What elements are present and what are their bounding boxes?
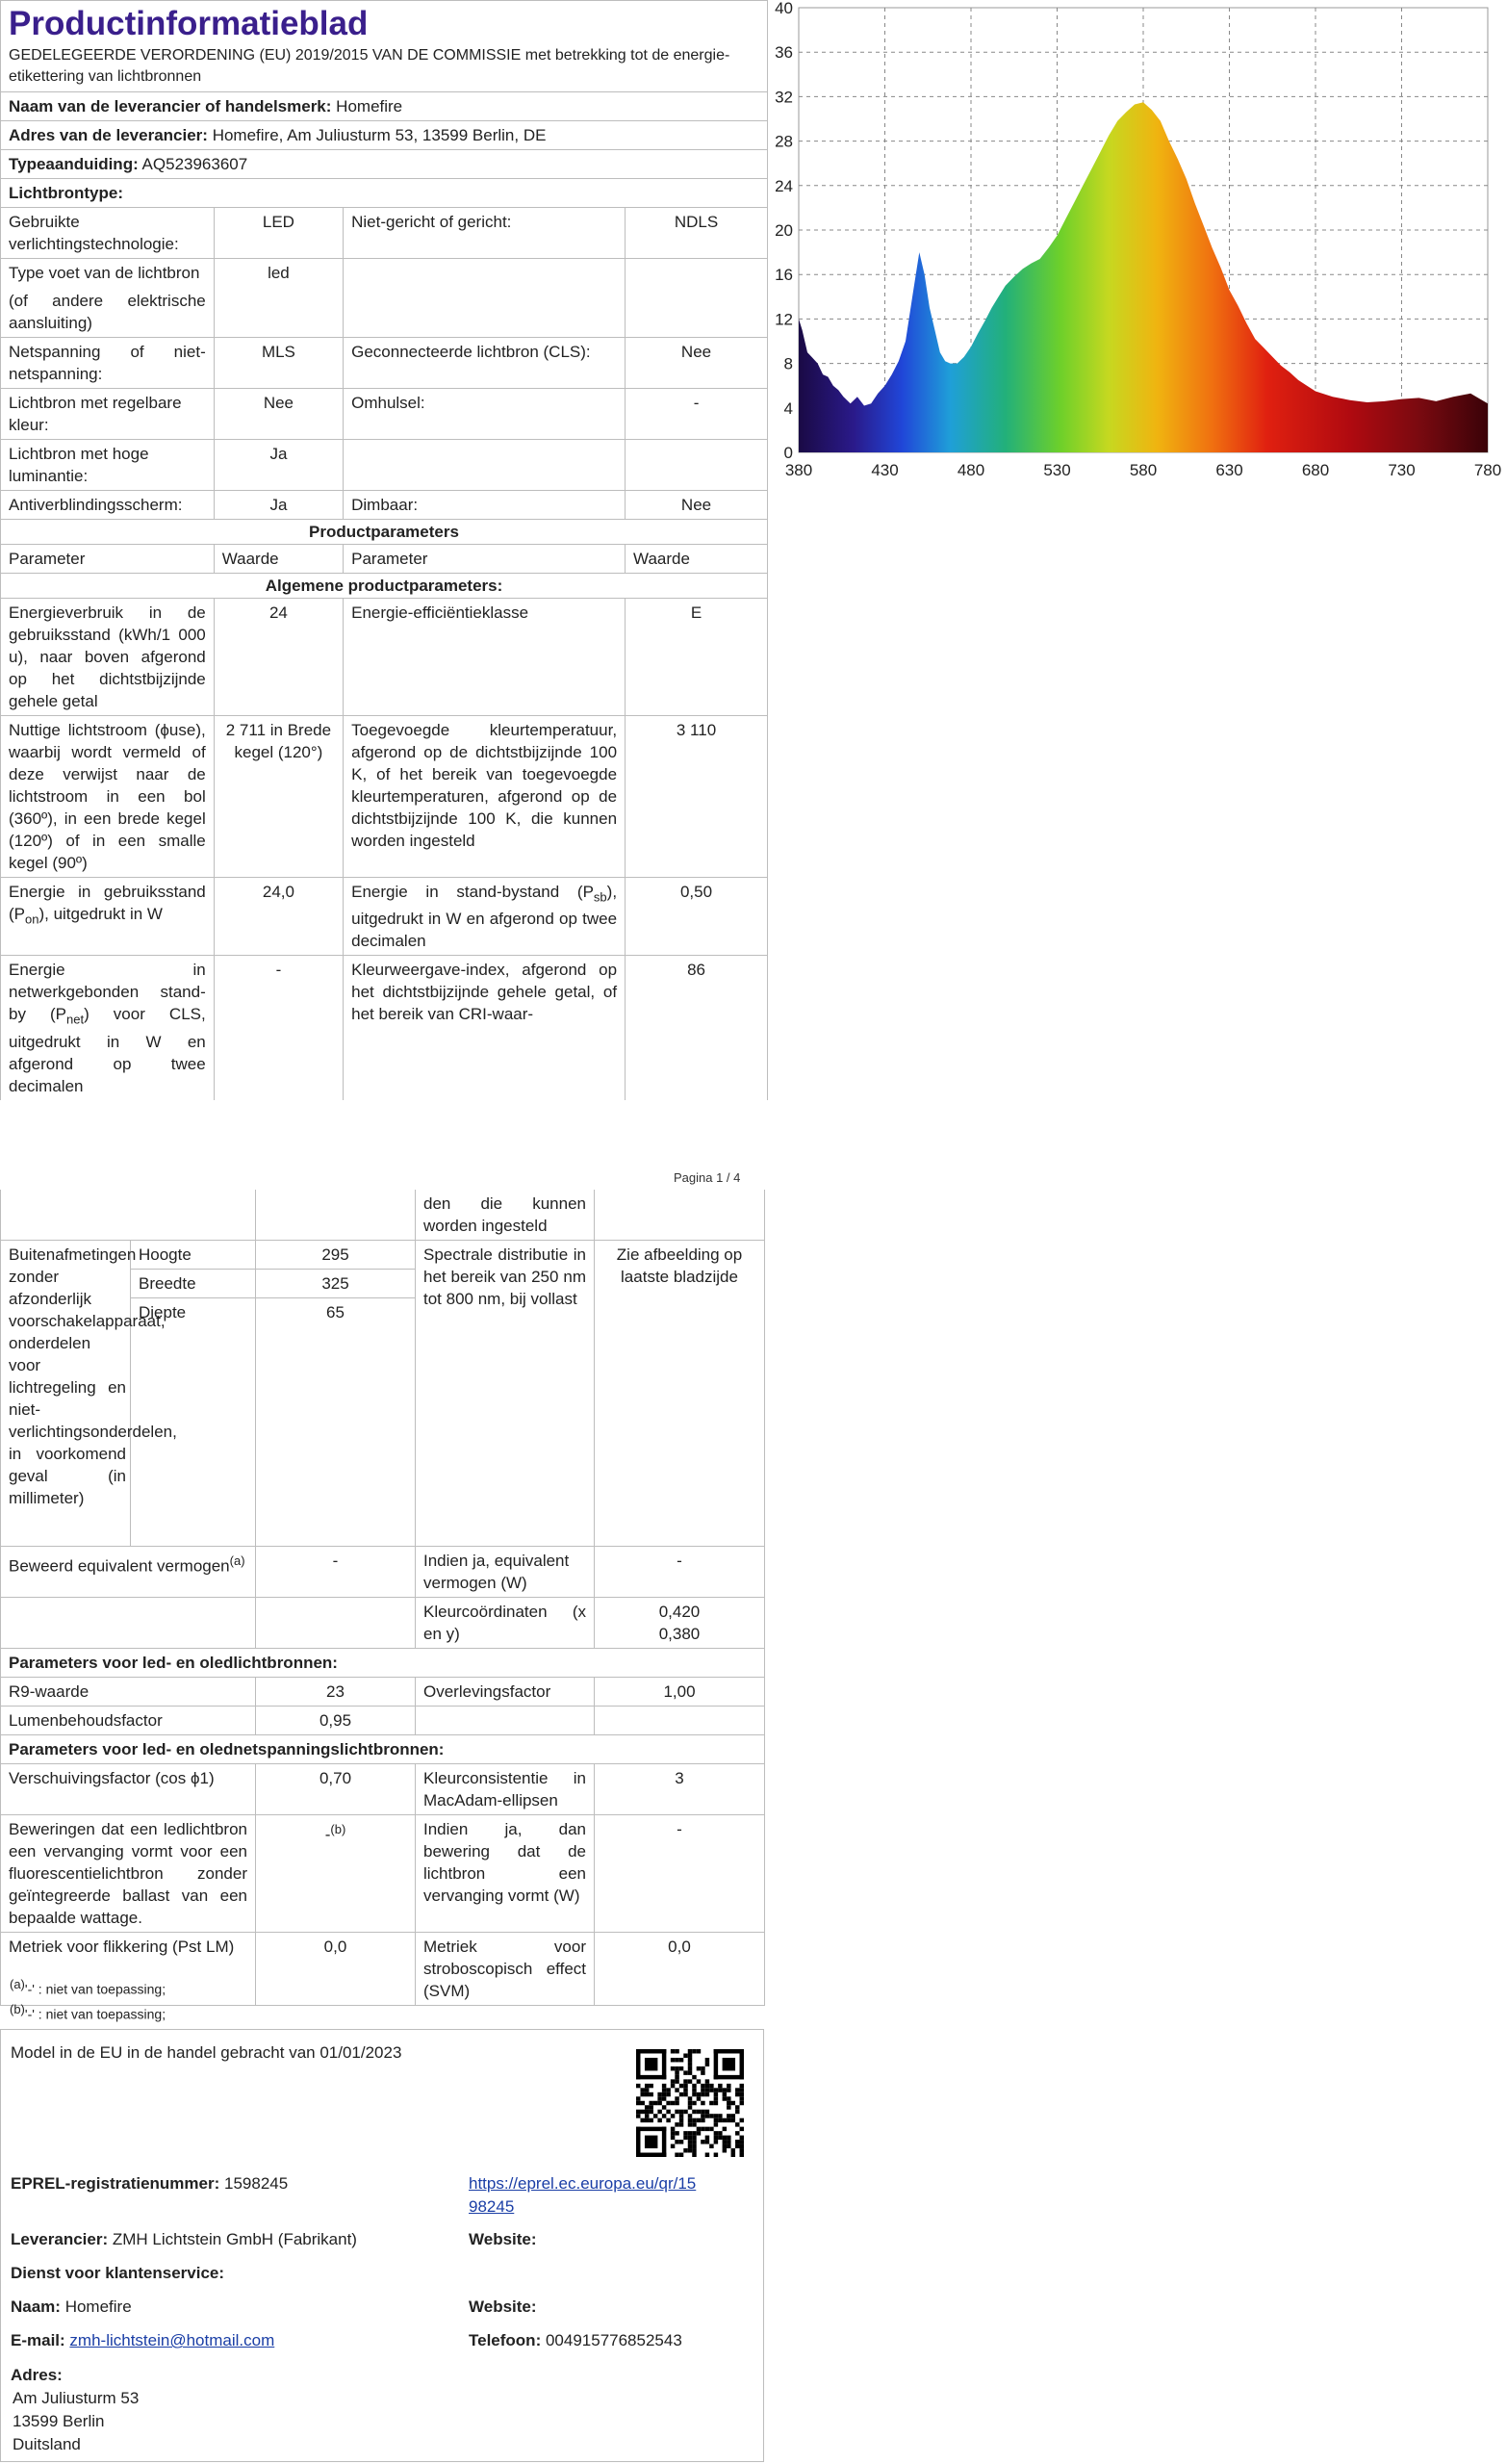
product-info-box: [0, 2029, 764, 2462]
qr-code[interactable]: [636, 2049, 744, 2157]
cri-value: 86: [626, 956, 768, 1100]
flicker-label: Metriek voor flikkering (Pst LM): [1, 1933, 256, 2006]
supplier-row: Leverancier: ZMH Lichtstein GmbH (Fabrikant): [11, 2230, 357, 2248]
lumen-maintenance-value: 0,95: [256, 1707, 416, 1735]
svm-value: 0,0: [595, 1933, 765, 2006]
svm-label: Metriek voor stroboscopisch effect (SVM): [416, 1933, 595, 2006]
cct-value: 3 110: [626, 716, 768, 878]
x-tick-label: 780: [1473, 461, 1502, 479]
x-tick-label: 530: [1043, 461, 1071, 479]
col-parameter-1: Parameter: [1, 545, 215, 574]
tunable-value: Nee: [214, 389, 343, 440]
col-value-1: Waarde: [214, 545, 343, 574]
standby-power-label: Energie in stand-bystand $(P_{sb})$, uitgedrukt in W en afgerond op twee decimalen: [344, 878, 626, 956]
luminous-flux-value: 2 711 in Brede kegel (120°): [214, 716, 343, 878]
product-info-table-page2: [0, 1190, 765, 2006]
footnote-b: $^{(b)}$'-' : niet van toepassing;: [10, 2002, 166, 2022]
model-id-label: Typeaanduiding:: [9, 155, 139, 173]
lighting-tech-label: Gebruikte verlichtingstechnologie:: [1, 208, 215, 259]
cls-value: Nee: [626, 338, 768, 389]
directional-label: Niet-gericht of gericht:: [344, 208, 626, 259]
tunable-label: Lichtbron met regelbare kleur:: [1, 389, 215, 440]
envelope-label: Omhulsel:: [344, 389, 626, 440]
displacement-factor-label: Verschuivingsfactor (cos ϕ1): [1, 1764, 256, 1815]
survival-factor-value: 1,00: [595, 1678, 765, 1707]
email-row: E-mail: zmh-lichtstein@hotmail.com: [11, 2331, 275, 2349]
cct-label: Toegevoegde kleurtemperatuur, afgerond op de dichtstbijzijnde 100 K, of het bereik van toegevoegde kleurtemperaturen, afgerond op de dichtstbijzijnde 100 K, die kunnen worden ingesteld: [344, 716, 626, 878]
regulation-subtitle: GEDELEGEERDE VERORDENING (EU) 2019/2015 VAN DE COMMISSIE met betrekking tot de energie-etikettering van lichtbronnen: [9, 47, 730, 85]
mains-parameters-heading: Parameters voor led- en olednetspanningslichtbronnen:: [1, 1735, 765, 1764]
spectral-distribution-value: Zie afbeelding op laatste bladzijde: [595, 1241, 765, 1547]
website-label: Website:: [469, 2230, 537, 2248]
address-lines: Am Juliusturm 53 13599 Berlin Duitsland: [13, 2389, 140, 2453]
x-tick-label: 430: [871, 461, 899, 479]
energy-class-value: E: [626, 599, 768, 716]
energy-consumption-label: Energieverbruik in de gebruiksstand (kWh/1 000 u), naar boven afgerond op het dichtstbijzijnde gehele getal: [1, 599, 215, 716]
replacement-claim-label: Beweringen dat een ledlichtbron een vervanging vormt voor een fluorescentielichtbron zonder geïntegreerde ballast van een bepaalde wattage.: [1, 1815, 256, 1933]
col-value-2: Waarde: [626, 545, 768, 574]
claimed-equivalent-value: -: [256, 1547, 416, 1598]
y-tick-label: 16: [775, 266, 793, 285]
eprel-link[interactable]: https://eprel.ec.europa.eu/qr/15 98245: [469, 2174, 697, 2216]
high-luminance-value: Ja: [214, 440, 343, 491]
cls-label: Geconnecteerde lichtbron (CLS):: [344, 338, 626, 389]
led-parameters-heading: Parameters voor led- en oledlichtbronnen:: [1, 1649, 765, 1678]
y-tick-label: 40: [775, 0, 793, 17]
lumen-maintenance-label: Lumenbehoudsfactor: [1, 1707, 256, 1735]
y-tick-label: 0: [783, 444, 793, 462]
depth-value: 65: [256, 1298, 416, 1547]
on-mode-power-label: Energie in gebruiksstand $(P_{on})$, uitgedrukt in W: [1, 878, 215, 956]
flicker-value: 0,0: [256, 1933, 416, 2006]
dimmable-value: Nee: [626, 491, 768, 520]
width-label: Breedte: [131, 1270, 256, 1298]
supplier-address-label: Adres van de leverancier:: [9, 126, 208, 144]
mains-value: MLS: [214, 338, 343, 389]
product-info-table-page1: [0, 0, 768, 1100]
market-date-text: Model in de EU in de handel gebracht van 01/01/2023: [11, 2043, 402, 2062]
equivalent-power-label: Indien ja, equivalent vermogen (W): [416, 1547, 595, 1598]
light-source-type-label: Lichtbrontype:: [9, 184, 123, 202]
energy-class-label: Energie-efficiëntieklasse: [344, 599, 626, 716]
energy-consumption-value: 24: [214, 599, 343, 716]
email-link[interactable]: zmh-lichtstein@hotmail.com: [69, 2331, 275, 2349]
mains-label: Netspanning of niet-netspanning:: [1, 338, 215, 389]
lighting-tech-value: LED: [214, 208, 343, 259]
spectral-distribution-chart: [751, 0, 1507, 481]
envelope-value: -: [626, 389, 768, 440]
cap-type-value: led: [214, 259, 343, 338]
y-tick-label: 36: [775, 43, 793, 63]
dimmable-label: Dimbaar:: [344, 491, 626, 520]
x-tick-label: 480: [957, 461, 985, 479]
y-tick-label: 24: [775, 176, 793, 195]
standby-power-value: 0,50: [626, 878, 768, 956]
height-value: 295: [256, 1241, 416, 1270]
r9-value: 23: [256, 1678, 416, 1707]
x-tick-label: 380: [784, 461, 813, 479]
height-label: Hoogte: [131, 1241, 256, 1270]
replacement-claim-value: -$^{(b)}$: [256, 1815, 416, 1933]
product-parameters-heading: Productparameters: [1, 520, 768, 545]
depth-label: Diepte: [131, 1298, 256, 1547]
footnote-a: $^{(a)}$'-' : niet van toepassing;: [10, 1977, 166, 1997]
supplier-address-value: Homefire, Am Juliusturm 53, 13599 Berlin, DE: [212, 126, 547, 144]
page-title: Productinformatieblad: [9, 5, 369, 42]
service-name-row: Naam: Homefire: [11, 2297, 132, 2316]
cri-label-continued: den die kunnen worden ingesteld: [416, 1190, 595, 1241]
model-id-value: AQ523963607: [141, 155, 248, 173]
chromaticity-value: 0,420 0,380: [595, 1598, 765, 1649]
r9-label: R9-waarde: [1, 1678, 256, 1707]
x-tick-label: 680: [1301, 461, 1330, 479]
supplier-name-label: Naam van de leverancier of handelsmerk:: [9, 97, 332, 116]
replacement-power-label: Indien ja, dan bewering dat de lichtbron een vervanging vormt (W): [416, 1815, 595, 1933]
eprel-row: EPREL-registratienummer: 1598245: [11, 2174, 289, 2193]
cap-type-label: Type voet van de lichtbron: [9, 264, 200, 282]
replacement-power-value: -: [595, 1815, 765, 1933]
y-tick-label: 12: [775, 310, 793, 329]
y-tick-label: 20: [775, 221, 793, 240]
directional-value: NDLS: [626, 208, 768, 259]
y-tick-label: 28: [775, 132, 793, 151]
luminous-flux-label: Nuttige lichtstroom (ϕuse), waarbij wordt vermeld of deze verwijst naar de lichtstroom in een bol (360º), in een brede kegel (120º) of in een smalle kegel (90º): [1, 716, 215, 878]
spectrum-area: [799, 102, 1488, 452]
claimed-equivalent-label: Beweerd equivalent vermogen$^{(a)}$: [1, 1547, 256, 1598]
displacement-factor-value: 0,70: [256, 1764, 416, 1815]
x-tick-label: 580: [1129, 461, 1158, 479]
antiglare-value: Ja: [214, 491, 343, 520]
cap-type-label-2: (of andere elektrische aansluiting): [9, 292, 206, 332]
network-standby-value: -: [214, 956, 343, 1100]
y-tick-label: 32: [775, 88, 793, 107]
macadam-value: 3: [595, 1764, 765, 1815]
x-tick-label: 630: [1215, 461, 1243, 479]
col-parameter-2: Parameter: [344, 545, 626, 574]
cri-label: Kleurweergave-index, afgerond op het dichtstbijzijnde gehele getal, of het bereik van CRI-waar-: [344, 956, 626, 1100]
chromaticity-label: Kleurcoördinaten (x en y): [416, 1598, 595, 1649]
on-mode-power-value: 24,0: [214, 878, 343, 956]
macadam-label: Kleurconsistentie in MacAdam-ellipsen: [416, 1764, 595, 1815]
service-website-label: Website:: [469, 2297, 537, 2316]
y-tick-label: 8: [783, 354, 793, 373]
antiglare-label: Antiverblindingsscherm:: [1, 491, 215, 520]
page-number: Pagina 1 / 4: [674, 1170, 741, 1185]
network-standby-label: Energie in netwerkgebonden stand-by $(P_{net})$ voor CLS, uitgedrukt in W en afgerond op twee decimalen: [1, 956, 215, 1100]
y-tick-label: 4: [783, 398, 793, 418]
x-tick-label: 730: [1388, 461, 1416, 479]
phone-row: Telefoon: 004915776852543: [469, 2331, 682, 2349]
survival-factor-label: Overlevingsfactor: [416, 1678, 595, 1707]
high-luminance-label: Lichtbron met hoge luminantie:: [1, 440, 215, 491]
equivalent-power-value: -: [595, 1547, 765, 1598]
width-value: 325: [256, 1270, 416, 1298]
dimensions-label: Buitenafmetingen zonder afzonderlijk voorschakelapparaat, onderdelen voor lichtregeling en niet-verlichtingsonderdelen, in voorkomend geval (in millimeter): [1, 1241, 131, 1547]
spectral-distribution-label: Spectrale distributie in het bereik van 250 nm tot 800 nm, bij vollast: [416, 1241, 595, 1547]
supplier-name-value: Homefire: [336, 97, 403, 116]
address-label: Adres:: [11, 2366, 63, 2384]
customer-service-heading: Dienst voor klantenservice:: [11, 2264, 225, 2282]
general-parameters-heading: Algemene productparameters:: [1, 574, 768, 599]
